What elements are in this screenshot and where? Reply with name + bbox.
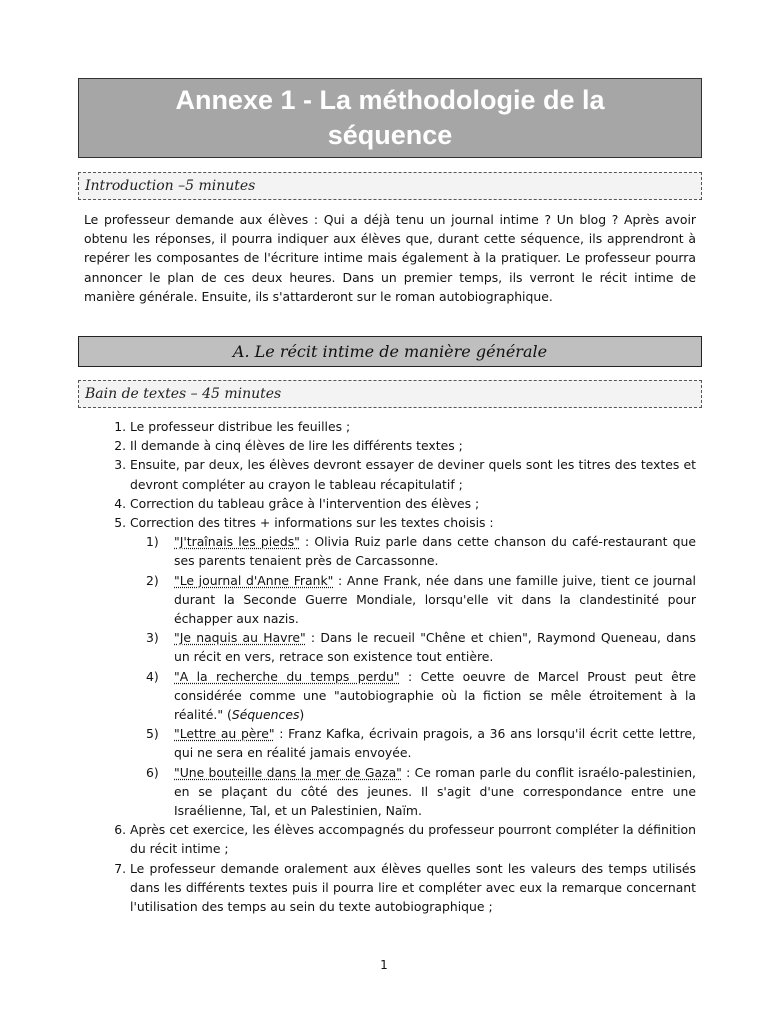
text-title: "J'traînais les pieds" (174, 534, 300, 550)
text-number: 6) (146, 764, 159, 780)
text-number: 5) (146, 726, 159, 742)
text-item (146, 571, 697, 629)
list-item-label: Correction des titres + informations sur les textes choisis : (130, 515, 494, 531)
text-number: 4) (146, 668, 159, 684)
text-number: 2) (146, 572, 159, 588)
text-desc: : Dans le recueil "Chêne et chien", Raymond Queneau, dans un récit en vers, retrace son existence tout entière. (174, 630, 696, 665)
text-source: Séquences (231, 707, 300, 723)
steps-list (84, 417, 696, 916)
list-item: 3. Ensuite, par deux, les élèves devront essayer de deviner quels sont les titres des textes et devront compléter au crayon le tableau récapitulatif ; (130, 455, 696, 493)
text-title: "A la recherche du temps perdu" (174, 668, 400, 684)
title-box (78, 78, 702, 158)
text-item (146, 628, 696, 666)
list-item: 4. Correction du tableau grâce à l'intervention des élèves ; (130, 494, 696, 513)
page-title: Annexe 1 - La méthodologie de la séquence (175, 85, 605, 150)
text-title: "Lettre au père" (174, 726, 275, 742)
text-item (146, 532, 696, 570)
list-item: 7. Le professeur demande oralement aux élèves quelles sont les valeurs des temps utilisés dans les différents textes puis il pourra lire et compléter avec eux la remarque concernant l'utilisation des temps au sein du texte autobiographique ; (130, 859, 696, 917)
text-desc-end: ) (299, 707, 305, 723)
list-item: 1. Le professeur distribue les feuilles ; (130, 417, 696, 436)
text-item (146, 763, 696, 821)
text-title: "Je naquis au Havre" (174, 630, 306, 646)
text-title: "Une bouteille dans la mer de Gaza" (174, 764, 402, 780)
intro-header: Introduction –5 minutes (78, 172, 702, 200)
bain-header: Bain de textes – 45 minutes (78, 380, 702, 408)
page-number: 1 (380, 958, 388, 972)
text-desc: : Anne Frank, née dans une famille juive, tient ce journal durant la Seconde Guerre Mondiale, lorsqu'elle vit dans la clandestinité pour échapper aux nazis. (174, 572, 697, 627)
text-number: 3) (146, 630, 159, 646)
list-item: 2. Il demande à cinq élèves de lire les différents textes ; (130, 436, 696, 455)
list-item (130, 513, 696, 820)
text-desc: : Cette oeuvre de Marcel Proust peut être considérée comme une "autobiographie où la fiction se mêle étroitement à la réalité." ( (174, 668, 697, 723)
texts-list (130, 532, 696, 820)
list-item: 6. Après cet exercice, les élèves accompagnés du professeur pourront compléter la définition du récit intime ; (130, 820, 696, 858)
text-number: 1) (146, 534, 159, 550)
text-desc: : Ce roman parle du conflit israélo-palestinien, en se plaçant du côté des jeunes. Il s'agit d'une correspondance entre une Israélienne, Tal, et un Palestinien, Naïm. (174, 764, 696, 819)
text-desc: : Olivia Ruiz parle dans cette chanson du café-restaurant que ses parents tenaient près de Carcassonne. (174, 534, 696, 569)
text-title: "Le journal d'Anne Frank" (174, 572, 334, 588)
section-a-header: A. Le récit intime de manière générale (78, 336, 702, 367)
text-item (146, 667, 697, 725)
text-desc: : Franz Kafka, écrivain pragois, a 36 ans lorsqu'il écrit cette lettre, qui ne sera en réalité jamais envoyée. (174, 726, 696, 761)
intro-paragraph: Le professeur demande aux élèves : Qui a déjà tenu un journal intime ? Un blog ? Après avoir obtenu les réponses, il pourra indiquer aux élèves que, durant cette séquence, ils apprendront à repérer les composantes de l'écriture intime mais également à la pratiquer. Le professeur pourra annoncer le plan de ces deux heures. Dans un premier temps, ils verront le récit intime de manière générale. Ensuite, ils s'attarderont sur le roman autobiographique. (84, 212, 696, 304)
text-item (146, 724, 696, 762)
